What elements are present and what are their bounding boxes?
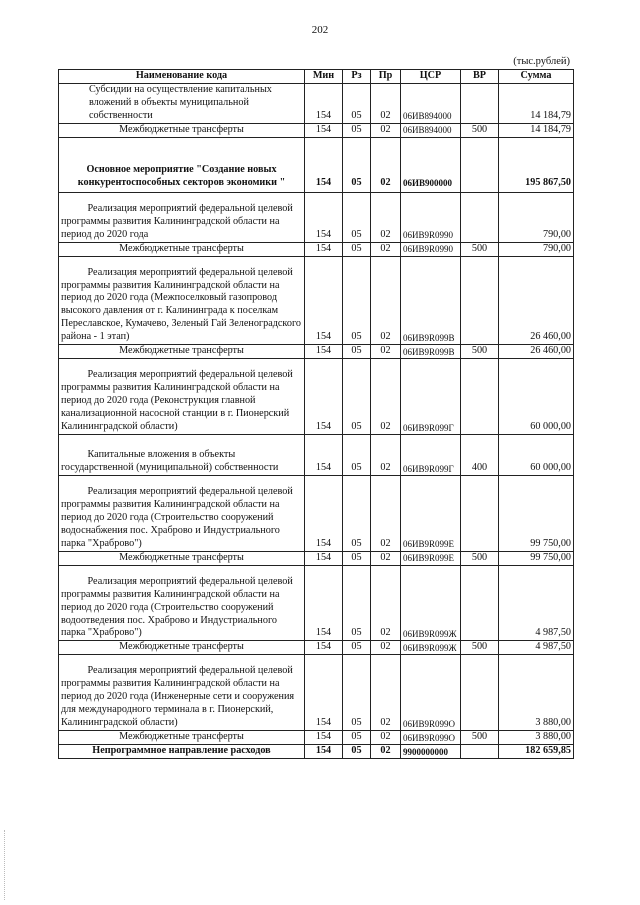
row-min: 154	[305, 745, 343, 759]
table-row	[59, 435, 574, 476]
table-row	[59, 731, 574, 745]
row-rz: 05	[343, 475, 371, 551]
row-sum: 14 184,79	[499, 83, 574, 123]
row-rz: 05	[343, 565, 371, 641]
row-pr: 02	[371, 123, 401, 137]
row-vr	[461, 655, 499, 731]
row-sum: 60 000,00	[499, 435, 574, 476]
row-vr	[461, 359, 499, 435]
header-pr: Пр	[371, 70, 401, 84]
row-vr: 500	[461, 123, 499, 137]
row-min: 154	[305, 655, 343, 731]
row-sum: 195 867,50	[499, 137, 574, 192]
row-name: Межбюджетные трансферты	[59, 123, 305, 137]
row-name: Реализация мероприятий федеральной целевой программы развития Калининградской области на период до 2020 года (Инженерные сети и сооружения для международного терминала в г. Пионерский, Калининградской области)	[59, 655, 305, 731]
table-row	[59, 655, 574, 731]
row-min: 154	[305, 641, 343, 655]
row-csr: 9900000000	[401, 745, 461, 759]
row-rz: 05	[343, 745, 371, 759]
row-name: Реализация мероприятий федеральной целевой программы развития Калининградской области на период до 2020 года (Строительство сооружений водоотведения пос. Храброво и Индустриального парка "Храброво")	[59, 565, 305, 641]
row-sum: 3 880,00	[499, 655, 574, 731]
row-name: Межбюджетные трансферты	[59, 345, 305, 359]
table-row	[59, 345, 574, 359]
table-row	[59, 256, 574, 345]
row-rz: 05	[343, 83, 371, 123]
table-row	[59, 242, 574, 256]
row-min: 154	[305, 435, 343, 476]
row-csr: 06ИВ9R099О	[401, 731, 461, 745]
row-min: 154	[305, 565, 343, 641]
row-pr: 02	[371, 731, 401, 745]
row-csr: 06ИВ9R0990	[401, 242, 461, 256]
row-name: Межбюджетные трансферты	[59, 731, 305, 745]
row-name: Реализация мероприятий федеральной целевой программы развития Калининградской области на период до 2020 года	[59, 192, 305, 242]
row-vr: 400	[461, 435, 499, 476]
row-csr: 06ИВ9R099В	[401, 345, 461, 359]
row-name: Реализация мероприятий федеральной целевой программы развития Калининградской области на период до 2020 года (Реконструкция главной канализационной насосной станции в г. Пионерский Калининградской области)	[59, 359, 305, 435]
table-row	[59, 123, 574, 137]
row-rz: 05	[343, 731, 371, 745]
table-row-total	[59, 745, 574, 759]
table-row	[59, 83, 574, 123]
row-vr	[461, 745, 499, 759]
row-pr: 02	[371, 641, 401, 655]
row-rz: 05	[343, 256, 371, 345]
row-min: 154	[305, 731, 343, 745]
table-row	[59, 565, 574, 641]
table-row	[59, 192, 574, 242]
row-min: 154	[305, 551, 343, 565]
row-csr: 06ИВ9R099Е	[401, 551, 461, 565]
row-sum: 99 750,00	[499, 475, 574, 551]
row-name: Межбюджетные трансферты	[59, 551, 305, 565]
row-name: Основное мероприятие "Создание новых конкурентоспособных секторов экономики "	[59, 137, 305, 192]
table-row	[59, 475, 574, 551]
page-number: 202	[311, 24, 329, 36]
table-row	[59, 551, 574, 565]
row-pr: 02	[371, 345, 401, 359]
row-pr: 02	[371, 475, 401, 551]
row-csr: 06ИВ900000	[401, 137, 461, 192]
row-csr: 06ИВ9R099Г	[401, 359, 461, 435]
row-vr	[461, 256, 499, 345]
row-csr: 06ИВ9R099Ж	[401, 641, 461, 655]
row-vr: 500	[461, 641, 499, 655]
row-min: 154	[305, 359, 343, 435]
row-pr: 02	[371, 83, 401, 123]
row-pr: 02	[371, 655, 401, 731]
row-min: 154	[305, 83, 343, 123]
row-name: Межбюджетные трансферты	[59, 641, 305, 655]
row-csr: 06ИВ894000	[401, 123, 461, 137]
row-rz: 05	[343, 435, 371, 476]
row-vr: 500	[461, 731, 499, 745]
row-pr: 02	[371, 435, 401, 476]
row-csr: 06ИВ894000	[401, 83, 461, 123]
row-pr: 02	[371, 137, 401, 192]
table-row	[59, 137, 574, 192]
row-vr	[461, 565, 499, 641]
row-rz: 05	[343, 359, 371, 435]
scan-margin-dots	[4, 830, 7, 900]
row-sum: 3 880,00	[499, 731, 574, 745]
row-pr: 02	[371, 256, 401, 345]
row-rz: 05	[343, 192, 371, 242]
row-vr: 500	[461, 345, 499, 359]
row-sum: 26 460,00	[499, 256, 574, 345]
row-rz: 05	[343, 641, 371, 655]
row-vr	[461, 137, 499, 192]
row-pr: 02	[371, 242, 401, 256]
table-row	[59, 641, 574, 655]
row-min: 154	[305, 345, 343, 359]
row-min: 154	[305, 475, 343, 551]
row-csr: 06ИВ9R099О	[401, 655, 461, 731]
row-csr: 06ИВ9R099В	[401, 256, 461, 345]
row-sum: 14 184,79	[499, 123, 574, 137]
row-rz: 05	[343, 137, 371, 192]
row-name: Реализация мероприятий федеральной целевой программы развития Калининградской области на период до 2020 года (Межпоселковый газопровод высокого давления от г. Калининграда к поселкам Переславское, Кумачево, Зеленый Гай Зеленоградского района - 1 этап)	[59, 256, 305, 345]
header-rz: Рз	[343, 70, 371, 84]
row-min: 154	[305, 137, 343, 192]
row-pr: 02	[371, 192, 401, 242]
row-sum: 60 000,00	[499, 359, 574, 435]
row-sum: 4 987,50	[499, 565, 574, 641]
table-header-row	[59, 70, 574, 84]
row-vr	[461, 192, 499, 242]
row-name: Межбюджетные трансферты	[59, 242, 305, 256]
budget-table	[58, 69, 574, 759]
row-name: Непрограммное направление расходов	[59, 745, 305, 759]
row-rz: 05	[343, 345, 371, 359]
row-pr: 02	[371, 551, 401, 565]
row-vr	[461, 475, 499, 551]
row-min: 154	[305, 192, 343, 242]
row-sum: 26 460,00	[499, 345, 574, 359]
row-pr: 02	[371, 565, 401, 641]
row-csr: 06ИВ9R099Ж	[401, 565, 461, 641]
row-rz: 05	[343, 242, 371, 256]
row-min: 154	[305, 123, 343, 137]
row-name: Реализация мероприятий федеральной целевой программы развития Калининградской области на период до 2020 года (Строительство сооружений водоснабжения пос. Храброво и Индустриального парка "Храброво")	[59, 475, 305, 551]
row-pr: 02	[371, 745, 401, 759]
row-sum: 790,00	[499, 242, 574, 256]
row-vr: 500	[461, 551, 499, 565]
row-csr: 06ИВ9R0990	[401, 192, 461, 242]
row-vr	[461, 83, 499, 123]
row-csr: 06ИВ9R099Е	[401, 475, 461, 551]
row-sum: 182 659,85	[499, 745, 574, 759]
table-row	[59, 359, 574, 435]
row-rz: 05	[343, 123, 371, 137]
row-rz: 05	[343, 551, 371, 565]
row-vr: 500	[461, 242, 499, 256]
units-label: (тыс.рублей)	[513, 56, 570, 67]
header-name: Наименование кода	[59, 70, 305, 84]
header-sum: Сумма	[499, 70, 574, 84]
row-pr: 02	[371, 359, 401, 435]
header-min: Мин	[305, 70, 343, 84]
row-name: Капитальные вложения в объекты государственной (муниципальной) собственности	[59, 435, 305, 476]
row-sum: 4 987,50	[499, 641, 574, 655]
row-rz: 05	[343, 655, 371, 731]
header-vr: ВР	[461, 70, 499, 84]
row-name: Субсидии на осуществление капитальных вложений в объекты муниципальной собственности	[59, 83, 305, 123]
row-min: 154	[305, 256, 343, 345]
header-csr: ЦСР	[401, 70, 461, 84]
row-min: 154	[305, 242, 343, 256]
row-sum: 99 750,00	[499, 551, 574, 565]
row-sum: 790,00	[499, 192, 574, 242]
row-csr: 06ИВ9R099Г	[401, 435, 461, 476]
